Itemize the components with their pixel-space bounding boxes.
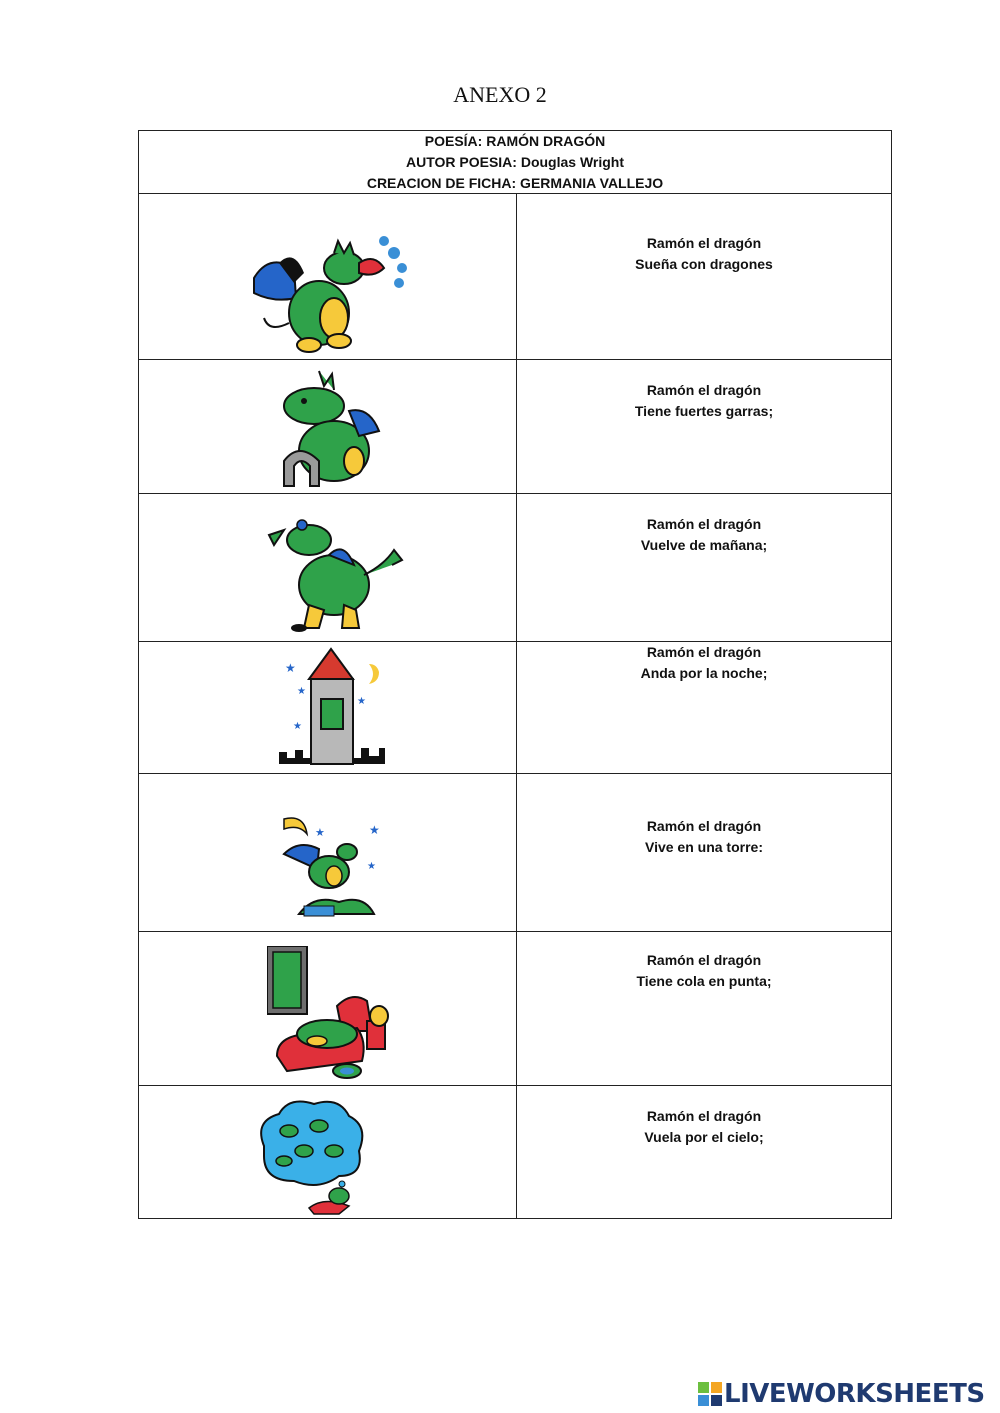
verse-subject: Ramón el dragón	[646, 644, 762, 660]
logo-grid-icon	[698, 1382, 722, 1406]
svg-text:★: ★	[357, 696, 366, 707]
verse-cell	[517, 932, 891, 1103]
svg-text:★: ★	[367, 861, 376, 872]
verse-line: Vuelve de mañana;	[640, 537, 768, 553]
image-cell	[139, 1086, 517, 1218]
verse-line: Vuela por el cielo;	[644, 1129, 764, 1145]
brand-label: LIVEWORKSHEETS	[724, 1379, 985, 1409]
verse-subject: Ramón el dragón	[646, 235, 762, 251]
image-cell	[139, 774, 517, 931]
verse-subject: Ramón el dragón	[646, 516, 762, 532]
svg-text:★: ★	[285, 661, 296, 675]
verse-cell	[517, 494, 891, 661]
image-cell	[139, 642, 517, 773]
poem-title: POESÍA: RAMÓN DRAGÓN	[424, 133, 606, 149]
verse-subject: Ramón el dragón	[646, 382, 762, 398]
table-row	[139, 932, 891, 1086]
poem-author: AUTOR POESIA: Douglas Wright	[405, 154, 625, 170]
table-row	[139, 360, 891, 494]
verse-line: Anda por la noche;	[640, 665, 768, 681]
svg-text:★: ★	[315, 827, 325, 839]
verse-line: Tiene cola en punta;	[636, 973, 772, 989]
verse-cell	[517, 360, 891, 513]
verse-cell	[517, 642, 891, 773]
table-header	[139, 131, 891, 194]
image-cell	[139, 360, 517, 493]
verse-line: Vive en una torre:	[644, 839, 763, 855]
dragon-flying-moon-stars-image	[279, 814, 389, 929]
poem-table	[138, 130, 892, 1219]
dreaming-of-dragons-cloud-image	[254, 1096, 369, 1216]
svg-text:★: ★	[369, 823, 380, 837]
dragon-walking-image	[264, 510, 404, 634]
verse-line: Sueña con dragones	[635, 256, 773, 272]
dragon-sleeping-in-bed-image	[267, 946, 397, 1086]
image-cell	[139, 193, 517, 359]
image-cell	[139, 494, 517, 641]
liveworksheets-logo	[698, 1377, 998, 1411]
table-row	[139, 1086, 891, 1218]
dragon-breathing-fire-image	[234, 223, 414, 363]
page-title: ANEXO 2	[453, 82, 547, 107]
table-row	[139, 642, 891, 774]
image-cell	[139, 932, 517, 1085]
tower-at-night-image	[279, 644, 389, 772]
svg-text:★: ★	[293, 721, 302, 732]
svg-text:★: ★	[297, 686, 306, 697]
dragon-with-horseshoe-image	[274, 366, 384, 490]
verse-cell	[517, 1086, 891, 1238]
verse-subject: Ramón el dragón	[646, 1108, 762, 1124]
verse-subject: Ramón el dragón	[646, 818, 762, 834]
table-row	[139, 774, 891, 932]
table-row	[139, 494, 891, 642]
table-row	[139, 193, 891, 360]
verse-subject: Ramón el dragón	[646, 952, 762, 968]
sheet-creator: CREACION DE FICHA: GERMANIA VALLEJO	[366, 175, 664, 191]
verse-line: Tiene fuertes garras;	[634, 403, 774, 419]
